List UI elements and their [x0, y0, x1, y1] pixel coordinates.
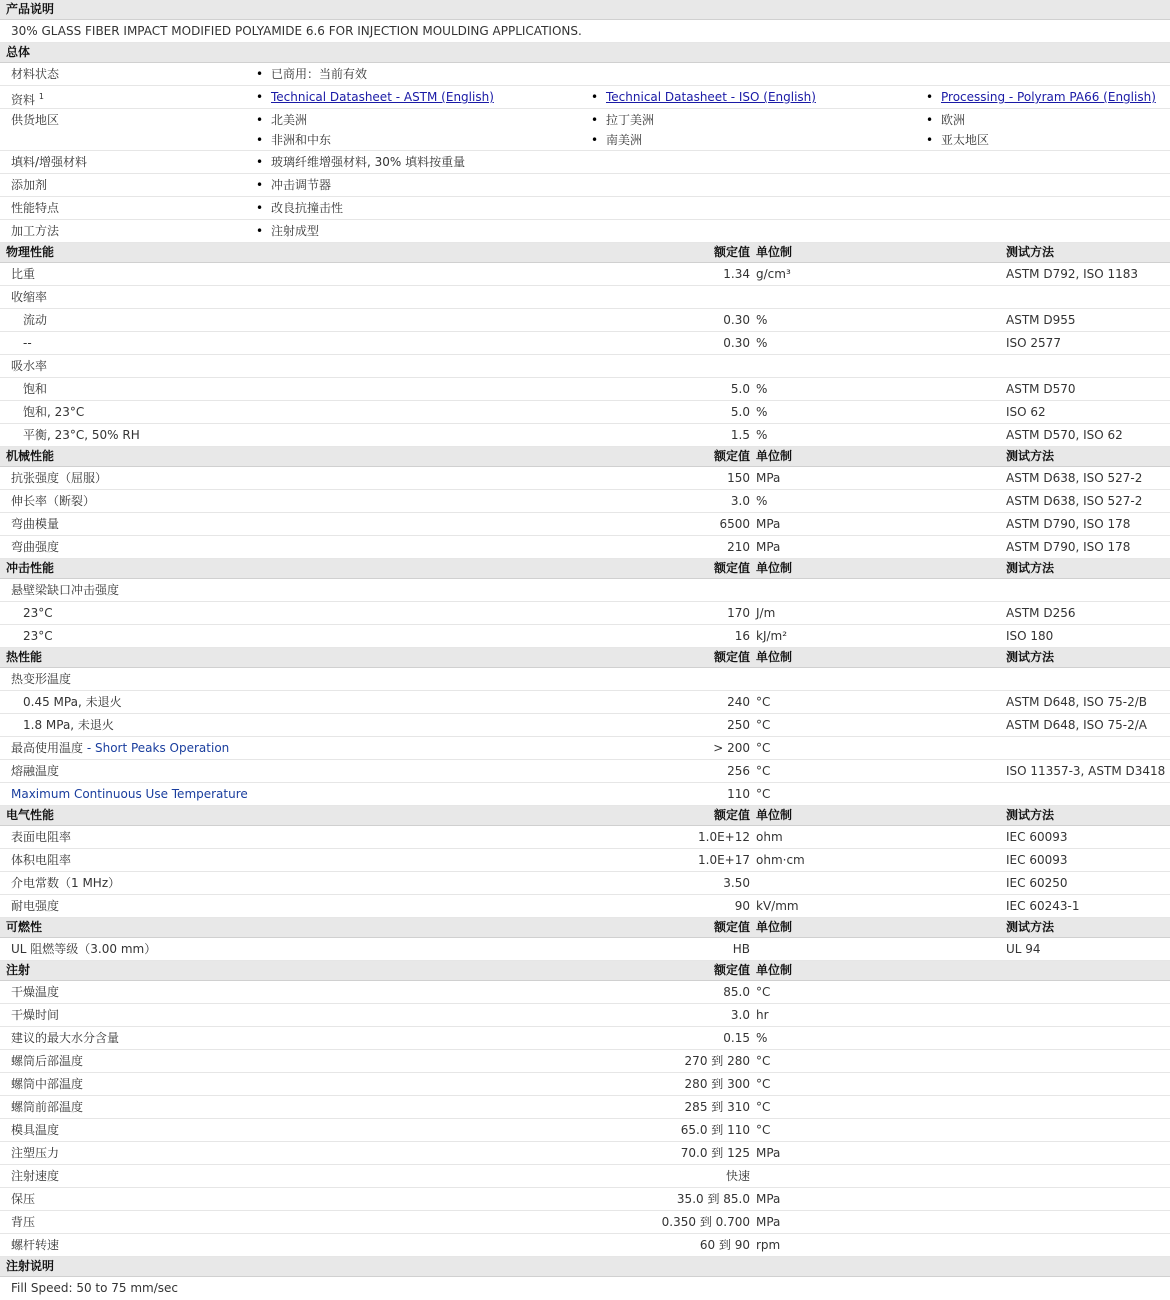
table-row [0, 981, 1170, 1004]
table-row [0, 401, 1170, 424]
column-header-unit: 单位制 [756, 920, 793, 934]
row-label [11, 267, 35, 281]
label-text: 干燥温度 [11, 985, 60, 999]
label-text: 1.8 MPa, 未退火 [23, 718, 114, 732]
row-unit: ohm·cm [756, 853, 805, 867]
row-value: 已商用：当前有效 [271, 67, 368, 81]
row-label [11, 830, 71, 844]
table-row [0, 490, 1170, 513]
row-unit: MPa [756, 1146, 781, 1160]
table-row [0, 286, 1170, 309]
row-nominal: 1.34 [723, 267, 750, 281]
row-label [11, 899, 59, 913]
row-unit: °C [756, 1100, 771, 1114]
row-label [23, 313, 47, 327]
row-label [11, 1031, 119, 1045]
row-unit: kV/mm [756, 899, 799, 913]
column-header-nominal: 额定值 [713, 561, 750, 575]
table-row [0, 760, 1170, 783]
row-method: ASTM D955 [1006, 313, 1076, 327]
row-label [11, 1100, 83, 1114]
row-value: 玻璃纤维增强材料, 30% 填料按重量 [271, 155, 466, 169]
table-row [0, 1073, 1170, 1096]
label-text: 注塑压力 [11, 1146, 60, 1160]
column-header-nominal: 额定值 [713, 245, 750, 259]
table-row [0, 938, 1170, 961]
table-row [0, 1027, 1170, 1050]
row-label [11, 290, 47, 304]
row-unit: MPa [756, 1215, 781, 1229]
label-text: 耐电强度 [11, 899, 60, 913]
general-row-regions [0, 109, 1170, 151]
table-row [0, 625, 1170, 648]
table-row [0, 1165, 1170, 1188]
bullet-icon [256, 113, 263, 127]
row-unit: °C [756, 787, 771, 801]
bullet-icon [256, 178, 263, 192]
row-nominal: 270 到 280 [684, 1054, 750, 1068]
bullet-icon [256, 201, 263, 215]
row-nominal: 5.0 [730, 382, 750, 396]
row-unit: % [756, 1031, 768, 1045]
row-nominal: > 200 [713, 741, 750, 755]
bullet-icon [591, 133, 598, 147]
row-unit: °C [756, 718, 771, 732]
row-nominal: 150 [727, 471, 750, 485]
row-label [11, 517, 59, 531]
region-item: 南美洲 [606, 133, 643, 147]
row-label [23, 382, 47, 396]
row-nominal: HB [732, 942, 750, 956]
bullet-icon [256, 224, 263, 238]
section-product-desc [0, 0, 1170, 20]
column-header-method: 测试方法 [1006, 920, 1055, 934]
row-unit: ohm [756, 830, 783, 844]
row-value: 改良抗撞击性 [271, 201, 344, 215]
row-method: ASTM D638, ISO 527-2 [1006, 471, 1143, 485]
label-text: 介电常数（1 MHz） [11, 876, 121, 890]
row-label [11, 471, 107, 485]
row-label [11, 90, 44, 107]
label-text: 弯曲强度 [11, 540, 60, 554]
label-text: 伸长率（断裂） [11, 494, 96, 508]
row-method: IEC 60093 [1006, 853, 1068, 867]
row-nominal: 210 [727, 540, 750, 554]
table-row [0, 895, 1170, 918]
general-row-additive [0, 174, 1170, 197]
bullet-icon [256, 67, 263, 81]
table-row [0, 602, 1170, 625]
row-nominal: 285 到 310 [684, 1100, 750, 1114]
row-unit: °C [756, 741, 771, 755]
row-nominal: 6500 [719, 517, 750, 531]
column-header-method: 测试方法 [1006, 245, 1055, 259]
label-text: 背压 [11, 1215, 36, 1229]
table-row [0, 1096, 1170, 1119]
row-nominal: 3.50 [723, 876, 750, 890]
bullet-icon [926, 113, 933, 127]
table-row [0, 579, 1170, 602]
row-nominal: 280 到 300 [684, 1077, 750, 1091]
row-label [11, 1192, 35, 1206]
table-row [0, 714, 1170, 737]
table-row [0, 424, 1170, 447]
row-label: 性能特点 [11, 201, 60, 215]
row-method: ASTM D648, ISO 75-2/B [1006, 695, 1148, 709]
row-label [11, 494, 95, 508]
row-nominal: 85.0 [723, 985, 750, 999]
column-header-unit: 单位制 [756, 650, 793, 664]
label-text: 热变形温度 [11, 672, 72, 686]
section-impact [0, 559, 1170, 579]
row-method: ASTM D570, ISO 62 [1006, 428, 1123, 442]
injection-notes-text: Fill Speed: 50 to 75 mm/sec [11, 1281, 179, 1295]
row-method: ISO 11357-3, ASTM D3418 [1006, 764, 1166, 778]
row-value: 注射成型 [271, 224, 320, 238]
column-header-nominal: 额定值 [713, 808, 750, 822]
row-unit: J/m [756, 606, 776, 620]
docs-label: 资料 [11, 93, 36, 107]
bullet-icon [926, 133, 933, 147]
section-injection-notes [0, 1257, 1170, 1277]
product-desc-text: 30% GLASS FIBER IMPACT MODIFIED POLYAMIDE 6.6 FOR INJECTION MOULDING APPLICATIONS. [11, 24, 582, 38]
label-note: - Short Peaks Operation [83, 741, 230, 755]
row-label: 材料状态 [11, 67, 60, 81]
table-row [0, 849, 1170, 872]
region-item: 非洲和中东 [271, 133, 332, 147]
row-method: ASTM D570 [1006, 382, 1076, 396]
label-text: UL 阻燃等级（3.00 mm） [11, 942, 157, 956]
row-method: ASTM D648, ISO 75-2/A [1006, 718, 1147, 732]
row-method: ASTM D792, ISO 1183 [1006, 267, 1139, 281]
row-nominal: 3.0 [730, 494, 750, 508]
row-label [11, 1215, 35, 1229]
label-text: 0.45 MPa, 未退火 [23, 695, 122, 709]
row-label: 添加剂 [11, 178, 48, 192]
row-nominal: 60 到 90 [699, 1238, 750, 1252]
label-text: 螺杆转速 [11, 1238, 60, 1252]
row-unit: kJ/m² [756, 629, 788, 643]
section-general [0, 43, 1170, 63]
table-row [0, 355, 1170, 378]
row-method: ASTM D790, ISO 178 [1006, 517, 1131, 531]
column-header-unit: 单位制 [756, 808, 793, 822]
row-value: 冲击调节器 [271, 178, 332, 192]
row-unit: MPa [756, 1192, 781, 1206]
row-unit: % [756, 405, 768, 419]
row-unit: % [756, 313, 768, 327]
label-text: 抗张强度（屈服） [11, 471, 108, 485]
section-physical [0, 243, 1170, 263]
bullet-icon [256, 155, 263, 169]
general-row-processing [0, 220, 1170, 243]
column-header-unit: 单位制 [756, 963, 793, 977]
table-row [0, 826, 1170, 849]
row-label [11, 1169, 59, 1183]
section-title: 冲击性能 [6, 561, 55, 575]
label-text: 悬壁梁缺口冲击强度 [11, 583, 120, 597]
injection-notes-row [0, 1277, 1170, 1300]
column-header-nominal: 额定值 [713, 963, 750, 977]
label-text: 收缩率 [11, 290, 48, 304]
bullet-icon [591, 90, 598, 104]
label-text: 螺筒后部温度 [11, 1054, 84, 1068]
row-unit: % [756, 428, 768, 442]
table-row [0, 691, 1170, 714]
row-unit: % [756, 494, 768, 508]
label-text: 螺筒前部温度 [11, 1100, 84, 1114]
row-label [23, 606, 53, 620]
table-row [0, 309, 1170, 332]
column-header-method: 测试方法 [1006, 650, 1055, 664]
row-unit: MPa [756, 471, 781, 485]
row-method: ASTM D790, ISO 178 [1006, 540, 1131, 554]
region-item: 北美洲 [271, 113, 308, 127]
column-header-nominal: 额定值 [713, 920, 750, 934]
column-header-nominal: 额定值 [713, 449, 750, 463]
column-header-unit: 单位制 [756, 561, 793, 575]
row-label [23, 336, 32, 350]
row-nominal: 110 [727, 787, 750, 801]
row-nominal: 0.30 [723, 313, 750, 327]
row-method: UL 94 [1006, 942, 1041, 956]
row-label [11, 985, 59, 999]
row-nominal: 1.0E+17 [698, 853, 750, 867]
column-header-method: 测试方法 [1006, 449, 1055, 463]
row-label [23, 428, 140, 442]
link-datasheet-astm[interactable]: Technical Datasheet - ASTM (English) [271, 90, 494, 104]
row-method: ISO 2577 [1006, 336, 1061, 350]
label-text: 23°C [23, 629, 53, 643]
row-nominal: 1.0E+12 [698, 830, 750, 844]
general-row-features [0, 197, 1170, 220]
label-text: 注射速度 [11, 1169, 60, 1183]
table-row [0, 737, 1170, 760]
region-item: 拉丁美洲 [606, 113, 655, 127]
row-nominal: 3.0 [730, 1008, 750, 1022]
label-text: 螺筒中部温度 [11, 1077, 84, 1091]
row-label [11, 1146, 59, 1160]
table-row [0, 1234, 1170, 1257]
row-unit: °C [756, 985, 771, 999]
row-label [23, 695, 122, 709]
link-datasheet-iso[interactable]: Technical Datasheet - ISO (English) [606, 90, 816, 104]
label-text: -- [23, 336, 32, 350]
section-title: 产品说明 [6, 2, 55, 16]
bullet-icon [591, 113, 598, 127]
label-text: 表面电阻率 [11, 830, 72, 844]
row-label: 填料/增强材料 [11, 155, 88, 169]
label-text: 比重 [11, 267, 36, 281]
row-nominal: 0.350 到 0.700 [661, 1215, 750, 1229]
label-text: 23°C [23, 606, 53, 620]
label-text: 干燥时间 [11, 1008, 60, 1022]
row-unit: °C [756, 1077, 771, 1091]
section-title: 注射说明 [6, 1259, 55, 1273]
row-unit: % [756, 336, 768, 350]
row-unit: hr [756, 1008, 769, 1022]
general-row-docs [0, 86, 1170, 109]
row-method: ASTM D256 [1006, 606, 1076, 620]
row-unit: °C [756, 764, 771, 778]
section-injection [0, 961, 1170, 981]
section-title: 物理性能 [6, 245, 55, 259]
row-label [11, 942, 156, 956]
column-header-nominal: 额定值 [713, 650, 750, 664]
region-item: 欧洲 [941, 113, 966, 127]
product-desc-row [0, 20, 1170, 43]
general-row-status [0, 63, 1170, 86]
label-text: 熔融温度 [11, 764, 60, 778]
footnote-marker: 1 [38, 92, 44, 101]
table-row [0, 536, 1170, 559]
bullet-icon [926, 90, 933, 104]
section-electrical [0, 806, 1170, 826]
row-method: ISO 62 [1006, 405, 1046, 419]
table-row [0, 668, 1170, 691]
row-nominal: 35.0 到 85.0 [676, 1192, 750, 1206]
row-label [11, 853, 71, 867]
row-label: 供货地区 [11, 113, 60, 127]
table-row [0, 1188, 1170, 1211]
row-label [11, 787, 248, 801]
column-header-unit: 单位制 [756, 449, 793, 463]
table-row [0, 263, 1170, 286]
row-label [11, 764, 59, 778]
row-nominal: 170 [727, 606, 750, 620]
row-method: IEC 60243-1 [1006, 899, 1080, 913]
column-header-unit: 单位制 [756, 245, 793, 259]
general-row-filler [0, 151, 1170, 174]
section-mechanical [0, 447, 1170, 467]
row-label [11, 1054, 83, 1068]
label-text: 最高使用温度 [11, 741, 84, 755]
row-label [11, 1123, 59, 1137]
row-unit: MPa [756, 540, 781, 554]
row-unit: °C [756, 695, 771, 709]
row-label [23, 629, 53, 643]
row-unit: °C [756, 1054, 771, 1068]
row-method: ASTM D638, ISO 527-2 [1006, 494, 1143, 508]
section-title: 注射 [6, 963, 31, 977]
section-title: 可燃性 [6, 920, 43, 934]
label-text: 饱和 [23, 382, 48, 396]
label-text: 体积电阻率 [11, 853, 72, 867]
row-nominal: 65.0 到 110 [680, 1123, 750, 1137]
row-unit: MPa [756, 517, 781, 531]
row-nominal: 90 [734, 899, 750, 913]
row-label [11, 876, 120, 890]
region-item: 亚太地区 [941, 133, 990, 147]
label-text: 模具温度 [11, 1123, 60, 1137]
label-text: 流动 [23, 313, 48, 327]
row-label [23, 405, 84, 419]
table-row [0, 1119, 1170, 1142]
table-row [0, 332, 1170, 355]
row-nominal: 256 [727, 764, 750, 778]
table-row [0, 467, 1170, 490]
bullet-icon [256, 90, 263, 104]
row-method: ISO 180 [1006, 629, 1054, 643]
column-header-method: 测试方法 [1006, 561, 1055, 575]
label-text: 保压 [11, 1192, 36, 1206]
table-row [0, 783, 1170, 806]
row-label [11, 1008, 59, 1022]
table-row [0, 1211, 1170, 1234]
row-nominal: 5.0 [730, 405, 750, 419]
row-nominal: 快速 [725, 1169, 750, 1183]
row-label [11, 540, 59, 554]
table-row [0, 378, 1170, 401]
table-row [0, 1050, 1170, 1073]
label-text: 平衡, 23°C, 50% RH [23, 428, 140, 442]
section-title: 机械性能 [6, 449, 55, 463]
row-label [23, 718, 114, 732]
row-nominal: 16 [734, 629, 750, 643]
row-nominal: 0.15 [723, 1031, 750, 1045]
column-header-method: 测试方法 [1006, 808, 1055, 822]
bullet-icon [256, 133, 263, 147]
table-row [0, 872, 1170, 895]
row-method: IEC 60093 [1006, 830, 1068, 844]
row-label [11, 672, 71, 686]
section-title: 热性能 [6, 650, 43, 664]
label-text: 吸水率 [11, 359, 48, 373]
section-title: 电气性能 [6, 808, 55, 822]
label-text: 建议的最大水分含量 [11, 1031, 120, 1045]
row-unit: °C [756, 1123, 771, 1137]
row-label [11, 359, 47, 373]
property-sections [0, 243, 1170, 1257]
section-flammability [0, 918, 1170, 938]
link-processing[interactable]: Processing - Polyram PA66 (English) [941, 90, 1156, 104]
row-nominal: 240 [727, 695, 750, 709]
table-row [0, 1004, 1170, 1027]
row-label [11, 583, 119, 597]
row-unit: % [756, 382, 768, 396]
row-nominal: 70.0 到 125 [680, 1146, 750, 1160]
row-label: 加工方法 [11, 224, 60, 238]
row-label [11, 1077, 83, 1091]
table-row [0, 1142, 1170, 1165]
table-row [0, 513, 1170, 536]
row-nominal: 250 [727, 718, 750, 732]
section-title: 总体 [6, 45, 31, 59]
row-label [11, 741, 229, 755]
row-nominal: 0.30 [723, 336, 750, 350]
row-label [11, 1238, 59, 1252]
row-nominal: 1.5 [730, 428, 750, 442]
row-unit: g/cm³ [756, 267, 791, 281]
section-thermal [0, 648, 1170, 668]
label-text: Maximum Continuous Use Temperature [11, 787, 248, 801]
label-text: 饱和, 23°C [23, 405, 85, 419]
row-unit: rpm [756, 1238, 781, 1252]
label-text: 弯曲模量 [11, 517, 60, 531]
row-method: IEC 60250 [1006, 876, 1068, 890]
